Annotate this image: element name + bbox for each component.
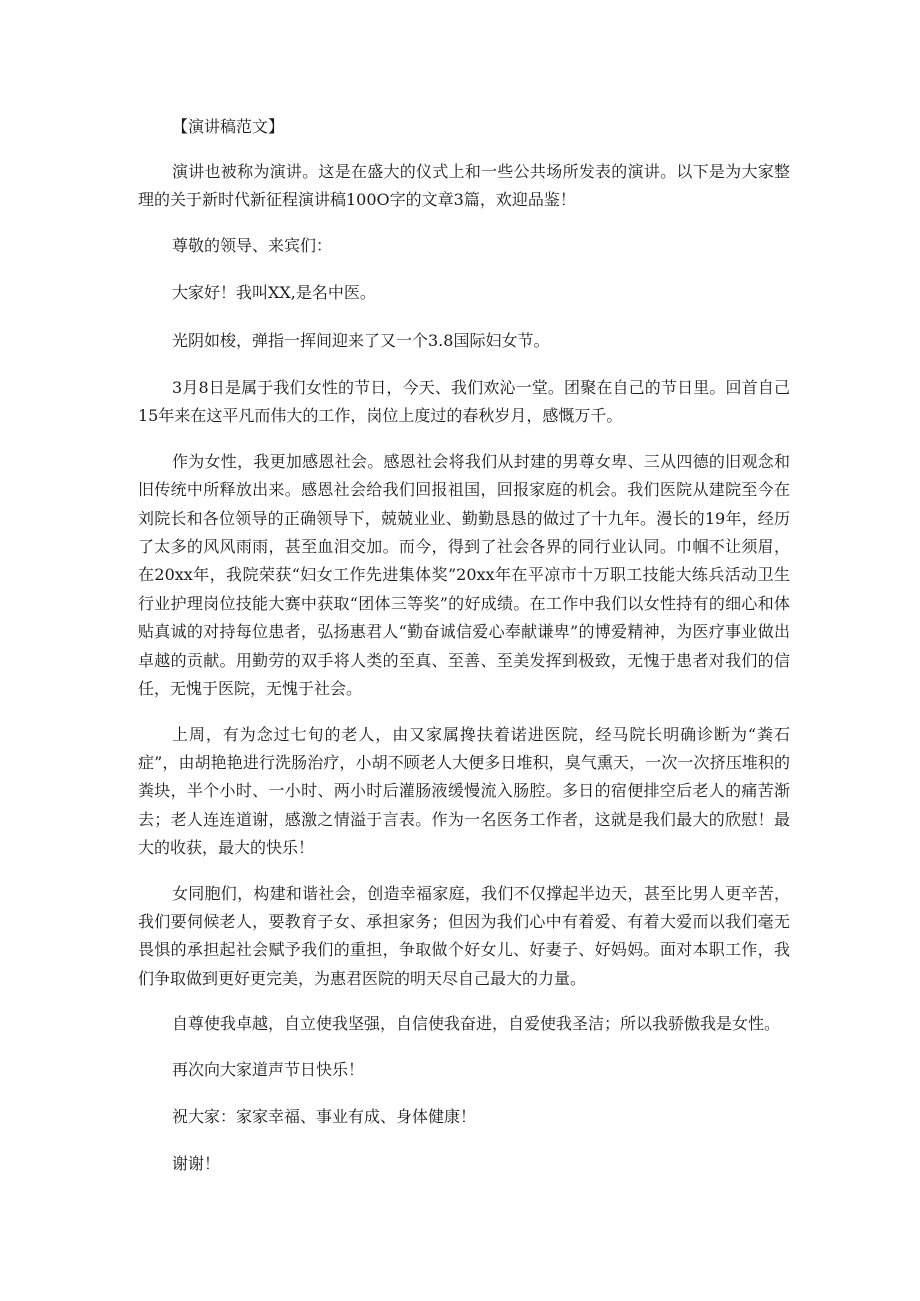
- paragraph-greeting: 大家好！我叫XX,是名中医。: [172, 283, 376, 303]
- paragraph-intro: 演讲也被称为演讲。这是在盛大的仪式上和一些公共场所发表的演讲。以下是为大家整理的关于新时代新征程演讲稿100O字的文章3篇，欢迎品鉴！: [138, 162, 790, 210]
- document-heading: 【演讲稿范文】: [172, 117, 285, 136]
- paragraph-holiday-wish: 再次向大家道声节日快乐！: [172, 1059, 365, 1079]
- paragraph-salutation: 尊敬的领导、来宾们：: [172, 235, 333, 255]
- paragraph-blessing: 祝大家：家家幸福、事业有成、身体健康！: [172, 1106, 477, 1126]
- paragraph-opening: 光阴如梭，弹指一挥间迎来了又一个3.8国际妇女节。: [172, 330, 550, 350]
- paragraph-sisters: 女同胞们，构建和谐社会，创造幸福家庭，我们不仅撑起半边天，甚至比男人更辛苦，我们要伺候老人，要教育子女、承担家务；但因为我们心中有着爱、有着大爱而以我们毫无畏惧的承担起社会赋予我们的重担，争取做个好女儿、好妻子、好妈妈。面对本职工作，我们争取做到更好更完美，为惠君医院的明天尽自己最大的力量。: [138, 883, 790, 988]
- document-body: [138, 113, 790, 1198]
- paragraph-self-respect: 自尊使我卓越，自立使我坚强，自信使我奋进，自爱使我圣洁；所以我骄傲我是女性。: [172, 1014, 781, 1034]
- paragraph-patient-story: 上周，有为念过七旬的老人，由又家属搀扶着诺进医院，经马院长明确诊断为“粪石症”，由胡艳艳进行洗肠治疗，小胡不顾老人大便多日堆积，臭气熏天，一次一次挤压堆积的粪块，半个小时、一小时、两小时后灌肠液缓慢流入肠腔。多日的宿便排空后老人的痛苦渐去；老人连连道谢，感激之情溢于言表。作为一名医务工作者，这就是我们最大的欣慰！最大的收获，最大的快乐！: [138, 724, 790, 858]
- paragraph-thanks: 谢谢！: [172, 1154, 221, 1174]
- paragraph-womens-day: 3月8日是属于我们女性的节日，今天、我们欢沁一堂。团聚在自己的节日里。回首自己15年来在这平凡而伟大的工作，岗位上度过的春秋岁月，感慨万千。: [138, 378, 790, 426]
- paragraph-gratitude: 作为女性，我更加感恩社会。感恩社会将我们从封建的男尊女卑、三从四德的旧观念和旧传统中所释放出来。感恩社会给我们回报祖国，回报家庭的机会。我们医院从建院至今在刘院长和各位领导的正确领导下，兢兢业业、勤勤恳恳的做过了十九年。漫长的19年，经历了太多的风风雨雨，甚至血泪交加。而今，得到了社会各界的同行业认同。巾帼不让须眉，在20xx年，我院荣获“妇女工作先进集体奖”20xx年在平凉市十万职工技能大练兵活动卫生行业护理岗位技能大赛中获取“团体三等奖”的好成绩。在工作中我们以女性持有的细心和体贴真诚的对持每位患者，弘扬惠君人“勤奋诚信爱心奉献谦卑”的博爱精神，为医疗事业做出卓越的贡献。用勤劳的双手将人类的至真、至善、至美发挥到极致，无愧于患者对我们的信任，无愧于医院，无愧于社会。: [138, 451, 790, 699]
